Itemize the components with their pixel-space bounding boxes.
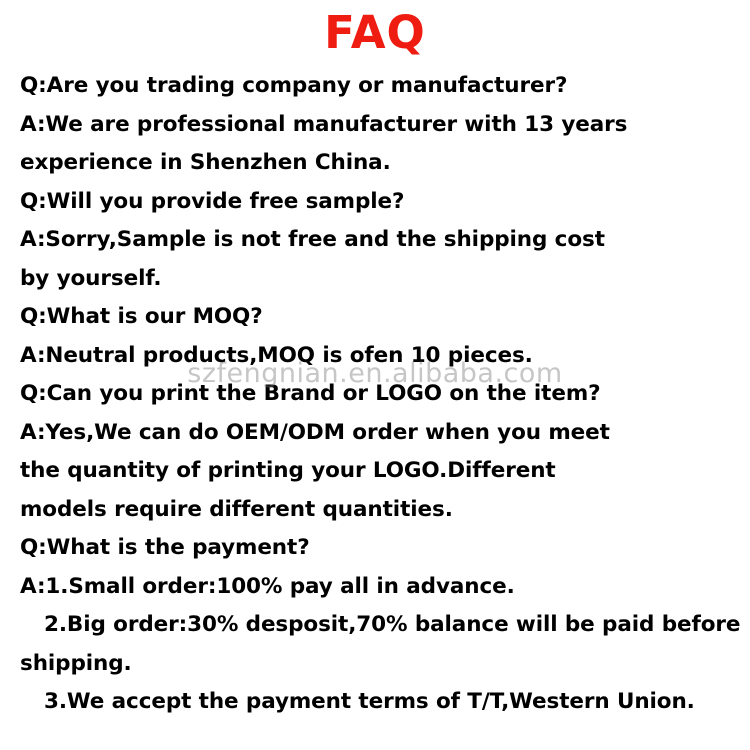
faq-line: Q:Can you print the Brand or LOGO on the item?: [20, 381, 601, 406]
faq-line: A:Sorry,Sample is not free and the shipping cost: [20, 227, 605, 252]
faq-line: Q:Will you provide free sample?: [20, 188, 405, 214]
faq-line: shipping.: [20, 650, 132, 676]
page-title: FAQ: [324, 6, 426, 59]
faq-line: models require different quantities.: [20, 496, 453, 522]
faq-line: 3.We accept the payment terms of T/T,Western Union.: [44, 689, 695, 714]
faq-line: Q:What is the payment?: [20, 535, 310, 560]
faq-line: A:Neutral products,MOQ is ofen 10 pieces.: [20, 342, 533, 368]
faq-content: [0, 67, 750, 722]
faq-line: A:Yes,We can do OEM/ODM order when you meet: [20, 419, 610, 445]
faq-line: Q:Are you trading company or manufacturer?: [20, 73, 568, 98]
faq-line: 2.Big order:30% desposit,70% balance will be paid before: [44, 612, 741, 637]
faq-line: Q:What is our MOQ?: [20, 304, 263, 329]
faq-line: A:We are professional manufacturer with 13 years: [20, 111, 628, 137]
faq-line: the quantity of printing your LOGO.Different: [20, 458, 556, 483]
watermark: szfengnian.en.alibaba.com: [187, 358, 563, 389]
faq-line: by yourself.: [20, 265, 162, 291]
faq-line: A:1.Small order:100% pay all in advance.: [20, 573, 515, 599]
faq-line: experience in Shenzhen China.: [20, 150, 391, 175]
